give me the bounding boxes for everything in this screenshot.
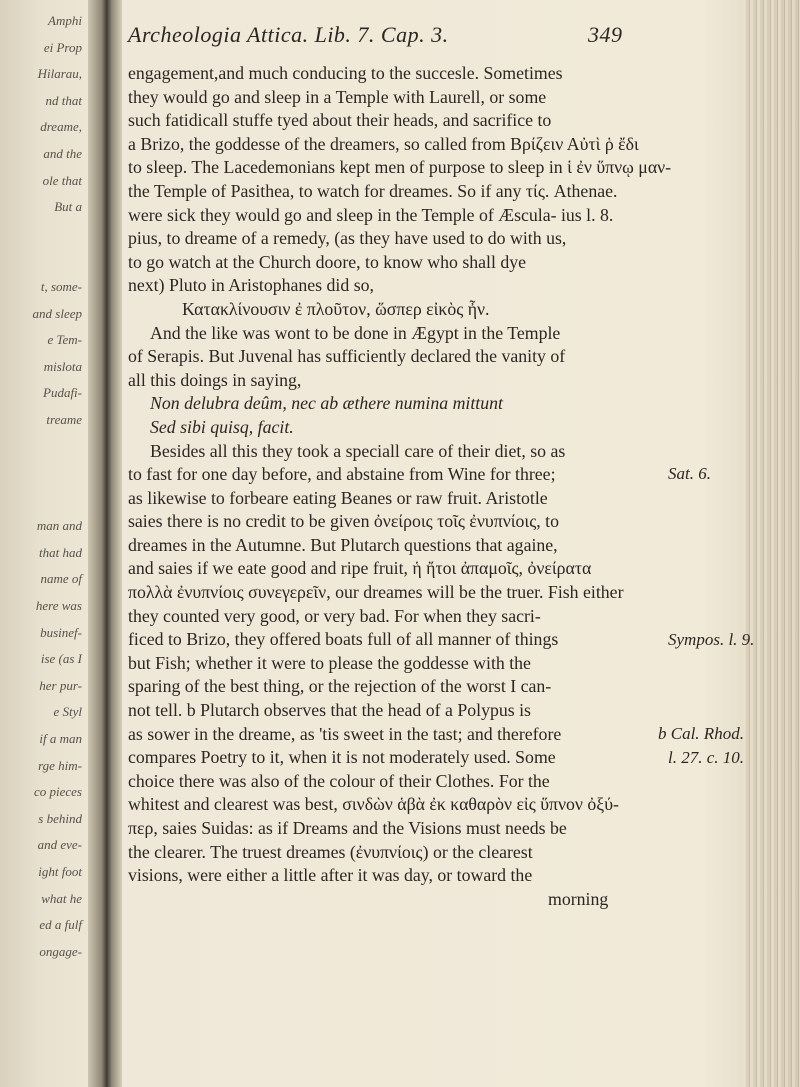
text-line: choice there was also of the colour of their Clothes. For the — [128, 770, 550, 791]
prev-page-fragment: ed a fulf — [39, 917, 82, 933]
prev-page-fragment: and the — [43, 145, 82, 161]
catchword: morning — [548, 888, 609, 909]
prev-page-fragment: treame — [46, 411, 82, 427]
prev-page-fragment: and sleep — [32, 305, 82, 321]
margin-note-rhod-ref: l. 27. c. 10. — [668, 748, 745, 767]
prev-page-fragment: man and — [36, 518, 82, 534]
prev-page-fragment: Amphi — [48, 13, 82, 28]
greek-quotation-line: Κατακλίνουσιν ἐ πλοῦτον, ὥσπερ εἰκὸς ἦν. — [182, 298, 490, 319]
text-line: whitest and clearest was best, σινδὼν ἁβὰ ἐκ καθαρὸν εἰς ὕπνον ὀξύ- — [128, 794, 619, 815]
text-line: of Serapis. But Juvenal has sufficiently declared the vanity of — [128, 346, 566, 367]
prev-page-fragment: her pur- — [39, 677, 82, 693]
running-header — [128, 18, 740, 52]
text-line: Besides all this they took a speciall care of their diet, so as — [150, 440, 566, 461]
text-line: saies there is no credit to be given ὀνείροις τοῖς ἐνυπνίοις, to — [128, 511, 559, 532]
prev-page-fragment: ei Prop — [43, 39, 82, 55]
page-number: 349 — [588, 22, 623, 47]
text-line: as sower in the dreame, as 'tis sweet in the tast; and therefore — [128, 723, 562, 744]
text-line: such fatidicall stuffe tyed about their heads, and sacrifice to — [128, 110, 552, 131]
text-line: to sleep. The Lacedemonians kept men of purpose to sleep in ἱ ἐν ὕπνῳ μαν- — [128, 157, 672, 178]
margin-note-sympos: Sympos. l. 9. — [668, 630, 755, 649]
text-line: the clearer. The truest dreames (ἐνυπνίοις) or the clearest — [128, 841, 533, 862]
prev-page-fragment: nd that — [45, 92, 82, 108]
prev-page-fragment: ole that — [42, 172, 82, 188]
prev-page-fragment: ise (as I — [40, 651, 82, 667]
prev-page-fragment: that had — [39, 544, 82, 560]
prev-page-fragment — [0, 247, 86, 274]
prev-page-fragment: what he — [41, 890, 82, 906]
text-line: but Fish; whether it were to please the goddesse with the — [128, 652, 531, 673]
prev-page-fragment: e Tem- — [47, 332, 82, 348]
prev-page-fragment: ight foot — [38, 864, 82, 879]
text-line: they counted very good, or very bad. For when they sacri- — [128, 605, 541, 626]
text-line: and saies if we eate good and ripe fruit, ἡ ἤτοι ἀπαμοῖς, ὀνείρατα — [128, 558, 592, 579]
prev-page-fragment: name of — [40, 571, 82, 587]
body-text — [128, 62, 740, 911]
text-line: engagement,and much conducing to the succesle. Sometimes — [128, 63, 563, 83]
prev-page-fragment: and eve- — [37, 837, 82, 853]
text-line: not tell. b Plutarch observes that the head of a Polypus is — [128, 700, 531, 721]
prev-page-fragment: co pieces — [33, 784, 82, 800]
prev-page-fragment: dreame, — [40, 119, 82, 135]
text-line: a Brizo, the goddesse of the dreamers, so called from Βρίζειν Αὐτὶ ῥ ἔδι — [128, 133, 639, 154]
book-page — [128, 18, 755, 1068]
text-line: to fast for one day before, and abstaine from Wine for three; — [128, 464, 556, 485]
text-line: πολλὰ ἐνυπνίοις συνεγερεῖν, our dreames will be the truer. Fish either — [128, 582, 624, 603]
prev-page-fragment: mislota — [43, 358, 82, 374]
prev-page-fragment — [0, 487, 86, 514]
text-line: ficed to Brizo, they offered boats full of all manner of things — [128, 629, 559, 650]
text-line: all this doings in saying, — [128, 369, 302, 390]
prev-page-fragment: if a man — [39, 731, 82, 747]
prev-page-fragment: businef- — [40, 624, 82, 640]
text-line: the Temple of Pasithea, to watch for dreames. So if any τίς. Athenae. — [128, 180, 618, 201]
prev-page-fragment: But a — [54, 199, 82, 215]
margin-note-sat: Sat. 6. — [668, 464, 711, 483]
prev-page-fragment: Hilarau, — [37, 66, 82, 82]
prev-page-fragment — [0, 221, 86, 248]
prev-page-fragment: s behind — [38, 810, 82, 826]
prev-page-fragment: here was — [35, 598, 82, 614]
text-line: were sick they would go and sleep in the Temple of Æscula- ius l. 8. — [128, 204, 614, 225]
prev-page-fragment — [0, 434, 86, 461]
text-line: And the like was wont to be done in Ægypt in the Temple — [150, 322, 561, 343]
prev-page-fragment: ongage- — [39, 943, 82, 959]
running-title: Archeologia Attica. Lib. 7. Cap. 3. — [128, 22, 449, 47]
text-line: next) Pluto in Aristophanes did so, — [128, 275, 374, 296]
text-line: to go watch at the Church doore, to know who shall dye — [128, 251, 527, 272]
text-line: dreames in the Autumne. But Plutarch questions that againe, — [128, 534, 558, 555]
text-line: pius, to dreame of a remedy, (as they have used to do with us, — [128, 228, 567, 249]
prev-page-fragment — [0, 460, 86, 487]
latin-quotation-line: Non delubra deûm, nec ab æthere numina mittunt — [150, 393, 503, 414]
prev-page-fragment: t, some- — [40, 278, 82, 294]
book-gutter — [88, 0, 122, 1087]
prev-page-fragment: Pudafi- — [43, 385, 82, 401]
margin-note-rhod: b Cal. Rhod. — [658, 724, 744, 743]
text-line: they would go and sleep in a Temple with Laurell, or some — [128, 86, 547, 107]
prev-page-fragment: rge him- — [38, 757, 82, 773]
previous-page-edge — [0, 8, 86, 1087]
text-line: compares Poetry to it, when it is not moderately used. Some — [128, 747, 556, 768]
latin-quotation-line: Sed sibi quisq, facit. — [150, 416, 294, 437]
text-line: περ, saies Suidas: as if Dreams and the Visions must needs be — [128, 818, 567, 838]
text-line: visions, were either a little after it was day, or toward the — [128, 865, 533, 886]
page-stack-edge — [746, 0, 800, 1087]
prev-page-fragment: e Styl — [53, 704, 82, 720]
text-line: as likewise to forbeare eating Beanes or raw fruit. Aristotle — [128, 487, 548, 508]
text-line: sparing of the best thing, or the rejection of the worst I can- — [128, 676, 552, 697]
